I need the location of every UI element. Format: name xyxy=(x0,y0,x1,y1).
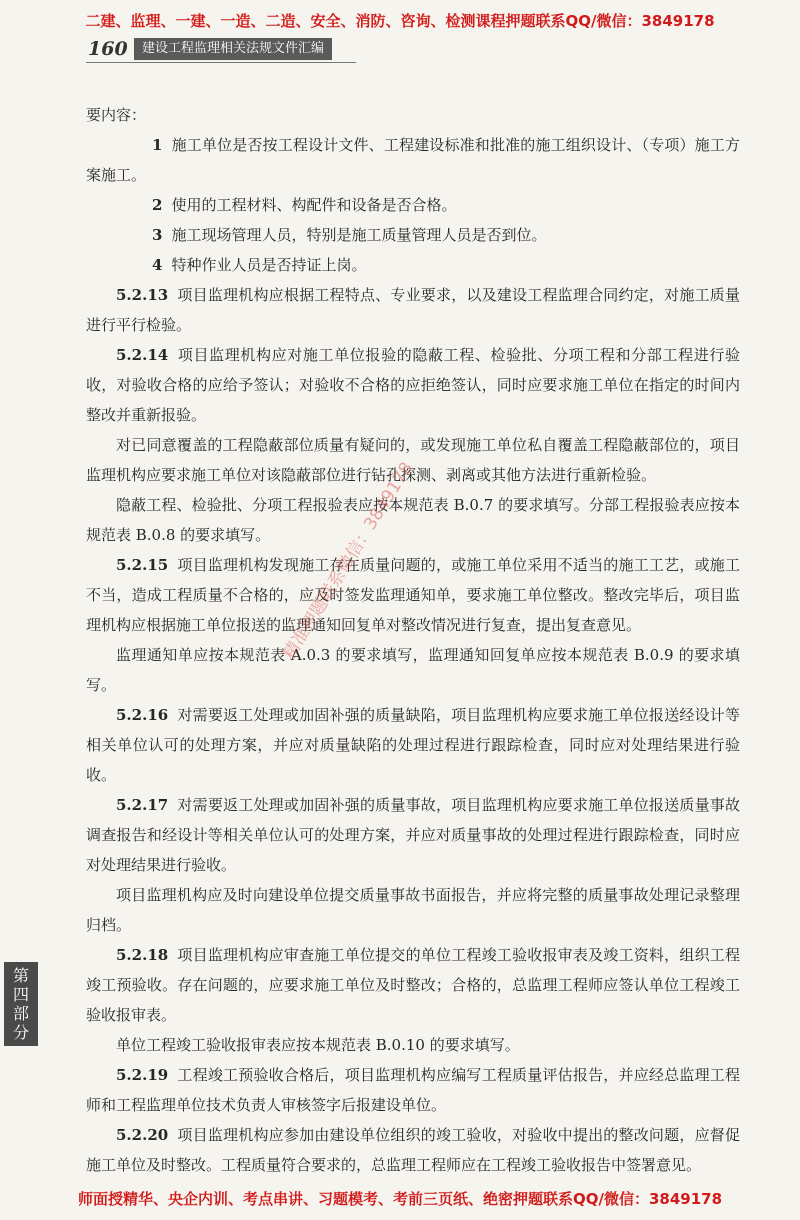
clause-5-2-18 xyxy=(86,940,740,1030)
paragraph: 监理通知单应按本规范表 A.0.3 的要求填写，监理通知回复单应按本规范表 B.0.9 的要求填写。 xyxy=(86,646,740,694)
clause-5-2-20 xyxy=(86,1120,740,1180)
clause-5-2-14 xyxy=(86,340,740,430)
paragraph: 隐蔽工程、检验批、分项工程报验表应按本规范表 B.0.7 的要求填写。分部工程报验表应按本规范表 B.0.8 的要求填写。 xyxy=(86,496,740,544)
clause-text: 项目监理机构应审查施工单位提交的单位工程竣工验收报审表及竣工资料，组织工程竣工预验收。存在问题的，应要求施工单位及时整改；合格的，总监理工程师应签认单位工程竣工验收报审表。 xyxy=(86,946,740,1024)
side-tab-char: 四 xyxy=(12,985,29,1004)
clause-text: 对需要返工处理或加固补强的质量事故，项目监理机构应要求施工单位报送质量事故调查报告和经设计等相关单位认可的处理方案，并应对质量事故的处理过程进行跟踪检查，同时应对处理结果进行验收。 xyxy=(86,796,740,874)
side-tab-char: 分 xyxy=(12,1023,29,1042)
promo-banner-top: 二建、监理、一建、一造、二造、安全、消防、咨询、检测课程押题联系QQ/微信：3849178 xyxy=(85,12,715,30)
clause-text: 项目监理机构发现施工存在质量问题的，或施工单位采用不适当的施工工艺，或施工不当，造成工程质量不合格的，应及时签发监理通知单，要求施工单位整改。整改完毕后，项目监理机构应根据施工单位报送的监理通知回复单对整改情况进行复查，提出复查意见。 xyxy=(86,556,740,634)
document-body xyxy=(86,100,740,1180)
paragraph: 项目监理机构应及时向建设单位提交质量事故书面报告，并应将完整的质量事故处理记录整理归档。 xyxy=(86,886,740,934)
paragraph: 对已同意覆盖的工程隐蔽部位质量有疑问的，或发现施工单位私自覆盖工程隐蔽部位的，项目监理机构应要求施工单位对该隐蔽部位进行钻孔探测、剥离或其他方法进行重新检验。 xyxy=(86,436,740,484)
item-number: 4 xyxy=(152,256,163,274)
item-number: 1 xyxy=(152,136,163,154)
clause-number: 5.2.19 xyxy=(116,1066,169,1084)
clause-number: 5.2.13 xyxy=(116,286,169,304)
side-tab-char: 第 xyxy=(12,966,29,985)
clause-text: 对需要返工处理或加固补强的质量缺陷，项目监理机构应要求施工单位报送经设计等相关单位认可的处理方案，并应对质量缺陷的处理过程进行跟踪检查，同时应对处理结果进行验收。 xyxy=(86,706,740,784)
clause-number: 5.2.15 xyxy=(116,556,169,574)
promo-banner-bottom: 师面授精华、央企内训、考点串讲、习题模考、考前三页纸、绝密押题联系QQ/微信：3849178 xyxy=(77,1190,723,1208)
clause-number: 5.2.14 xyxy=(116,346,169,364)
header-rule xyxy=(86,62,356,63)
item-text: 使用的工程材料、构配件和设备是否合格。 xyxy=(171,196,457,214)
clause-5-2-15 xyxy=(86,550,740,640)
clause-5-2-19 xyxy=(86,1060,740,1120)
item-number: 3 xyxy=(152,226,163,244)
clause-5-2-13 xyxy=(86,280,740,340)
watermark-text: 精准押题联系微信：3849178 xyxy=(279,458,418,664)
clause-5-2-16 xyxy=(86,700,740,790)
clause-text: 项目监理机构应参加由建设单位组织的竣工验收，对验收中提出的整改问题，应督促施工单位及时整改。工程质量符合要求的，总监理工程师应在工程竣工验收报告中签署意见。 xyxy=(86,1126,740,1174)
list-item xyxy=(86,130,740,190)
item-text: 特种作业人员是否持证上岗。 xyxy=(171,256,367,274)
clause-text: 项目监理机构应根据工程特点、专业要求，以及建设工程监理合同约定，对施工质量进行平行检验。 xyxy=(86,286,740,334)
intro-line: 要内容： xyxy=(86,106,147,124)
item-text: 施工现场管理人员，特别是施工质量管理人员是否到位。 xyxy=(171,226,547,244)
header-title: 建设工程监理相关法规文件汇编 xyxy=(134,38,332,60)
clause-text: 工程竣工预验收合格后，项目监理机构应编写工程质量评估报告，并应经总监理工程师和工程监理单位技术负责人审核签字后报建设单位。 xyxy=(86,1066,740,1114)
running-header xyxy=(86,36,356,62)
list-item xyxy=(86,250,740,280)
item-number: 2 xyxy=(152,196,163,214)
side-tab-char: 部 xyxy=(12,1004,29,1023)
clause-number: 5.2.20 xyxy=(116,1126,169,1144)
paragraph: 单位工程竣工验收报审表应按本规范表 B.0.10 的要求填写。 xyxy=(116,1036,520,1054)
part-side-tab xyxy=(4,962,38,1046)
list-item xyxy=(86,190,740,220)
clause-number: 5.2.18 xyxy=(116,946,169,964)
clause-text: 项目监理机构应对施工单位报验的隐蔽工程、检验批、分项工程和分部工程进行验收，对验收合格的应给予签认；对验收不合格的应拒绝签认，同时应要求施工单位在指定的时间内整改并重新报验。 xyxy=(86,346,740,424)
clause-5-2-17 xyxy=(86,790,740,880)
item-text: 施工单位是否按工程设计文件、工程建设标准和批准的施工组织设计、（专项）施工方案施工。 xyxy=(86,136,740,184)
page-number: 160 xyxy=(88,38,128,60)
list-item xyxy=(86,220,740,250)
clause-number: 5.2.17 xyxy=(116,796,169,814)
clause-number: 5.2.16 xyxy=(116,706,169,724)
